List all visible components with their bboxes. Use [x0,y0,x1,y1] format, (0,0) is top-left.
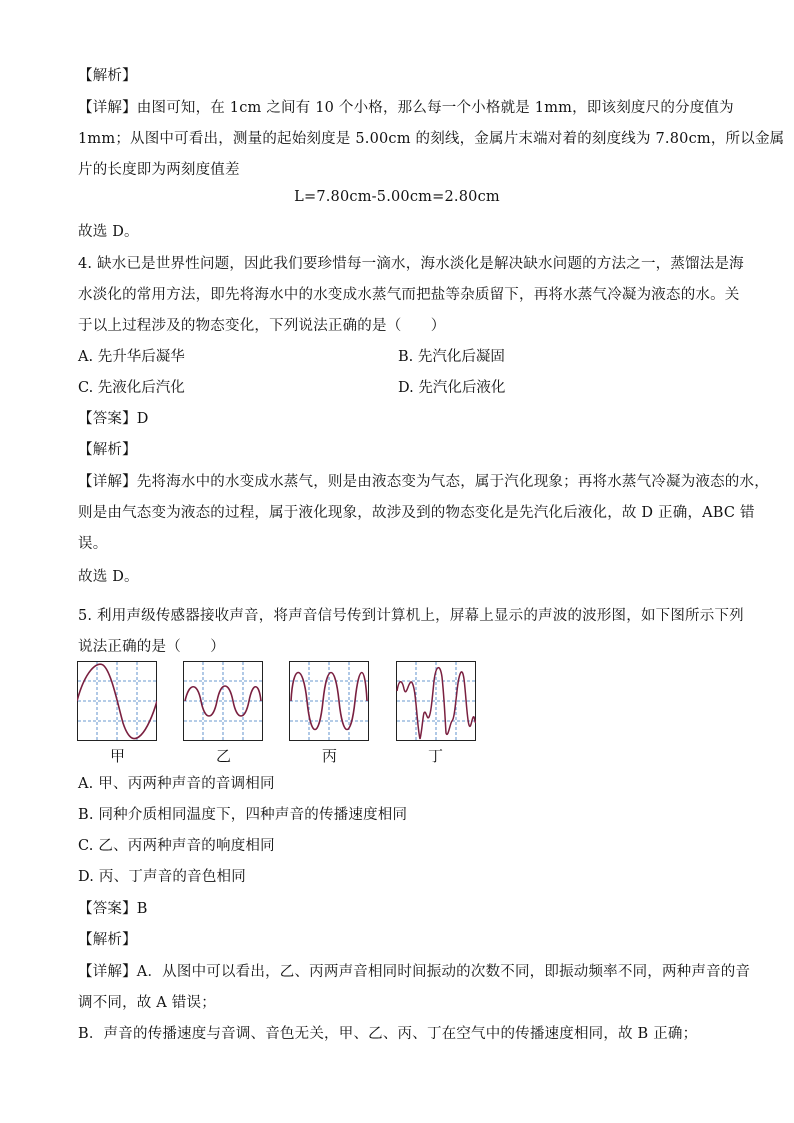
q3-detail-line-2: 1mm；从图中可看出，测量的起始刻度是 5.00cm 的刻线，金属片末端对着的刻度线为 7.80cm，所以金属 [78,131,785,147]
q5-stem-line-1: 5. 利用声级传感器接收声音，将声音信号传到计算机上，屏幕上显示的声波的波形图，如下图所示下列 [78,608,744,624]
q4-option-b: B. 先汽化后凝固 [398,349,505,365]
q4-detail-line-2: 则是由气态变为液态的过程，属于液化现象，故涉及到的物态变化是先汽化后液化，故 D 正确，ABC 错 [78,505,755,521]
q3-conclusion: 故选 D。 [78,224,139,240]
q5-option-d: D. 丙、丁声音的音色相同 [78,869,246,885]
q3-detail-line-3: 片的长度即为两刻度值差 [78,162,240,178]
q4-conclusion: 故选 D。 [78,569,139,585]
q4-stem-line-2: 水淡化的常用方法，即先将海水中的水变成水蒸气而把盐等杂质留下，再将水蒸气冷凝为液态的水。关 [78,287,740,303]
caption-ding: 丁 [428,747,444,765]
q3-formula: L=7.80cm-5.00cm=2.80cm [294,189,500,205]
q5-analysis-heading: 【解析】 [78,932,137,948]
q4-stem-line-1: 4. 缺水已是世界性问题，因此我们要珍惜每一滴水，海水淡化是解决缺水问题的方法之一，蒸馏法是海 [78,256,744,272]
q4-option-c: C. 先液化后汽化 [78,380,185,396]
q4-stem-line-3: 于以上过程涉及的物态变化，下列说法正确的是（ ） [78,318,446,334]
caption-yi: 乙 [216,747,232,765]
q4-option-d: D. 先汽化后液化 [398,380,506,396]
q5-option-a: A. 甲、丙两种声音的音调相同 [78,776,275,792]
waveform-yi [183,661,263,741]
waveform-jia [77,661,157,741]
q3-detail-line-1: 【详解】由图可知，在 1cm 之间有 10 个小格，那么每一个小格就是 1mm，即该刻度尺的分度值为 [78,100,734,116]
q4-answer: 【答案】D [78,411,149,427]
caption-jia: 甲 [110,747,126,765]
q5-detail-a-line-1: 【详解】A．从图中可以看出，乙、丙两声音相同时间振动的次数不同，即振动频率不同，两种声音的音 [78,964,751,980]
waveform-bing [289,661,369,741]
q5-option-c: C. 乙、丙两种声音的响度相同 [78,838,275,854]
q5-detail-a-line-2: 调不同，故 A 错误； [78,995,216,1011]
waveform-ding [396,661,476,741]
q4-detail-line-3: 误。 [78,536,108,552]
q4-detail-line-1: 【详解】先将海水中的水变成水蒸气，则是由液态变为气态，属于汽化现象；再将水蒸气冷凝为液态的水， [78,474,769,490]
q3-analysis-heading: 【解析】 [78,68,137,84]
q4-analysis-heading: 【解析】 [78,442,137,458]
q5-detail-b: B．声音的传播速度与音调、音色无关，甲、乙、丙、丁在空气中的传播速度相同，故 B 正确； [78,1026,698,1042]
q5-stem-line-2: 说法正确的是（ ） [78,639,225,655]
caption-bing: 丙 [322,747,338,765]
q4-option-a: A. 先升华后凝华 [78,349,185,365]
q5-option-b: B. 同种介质相同温度下，四种声音的传播速度相同 [78,807,408,823]
q5-answer: 【答案】B [78,901,148,917]
